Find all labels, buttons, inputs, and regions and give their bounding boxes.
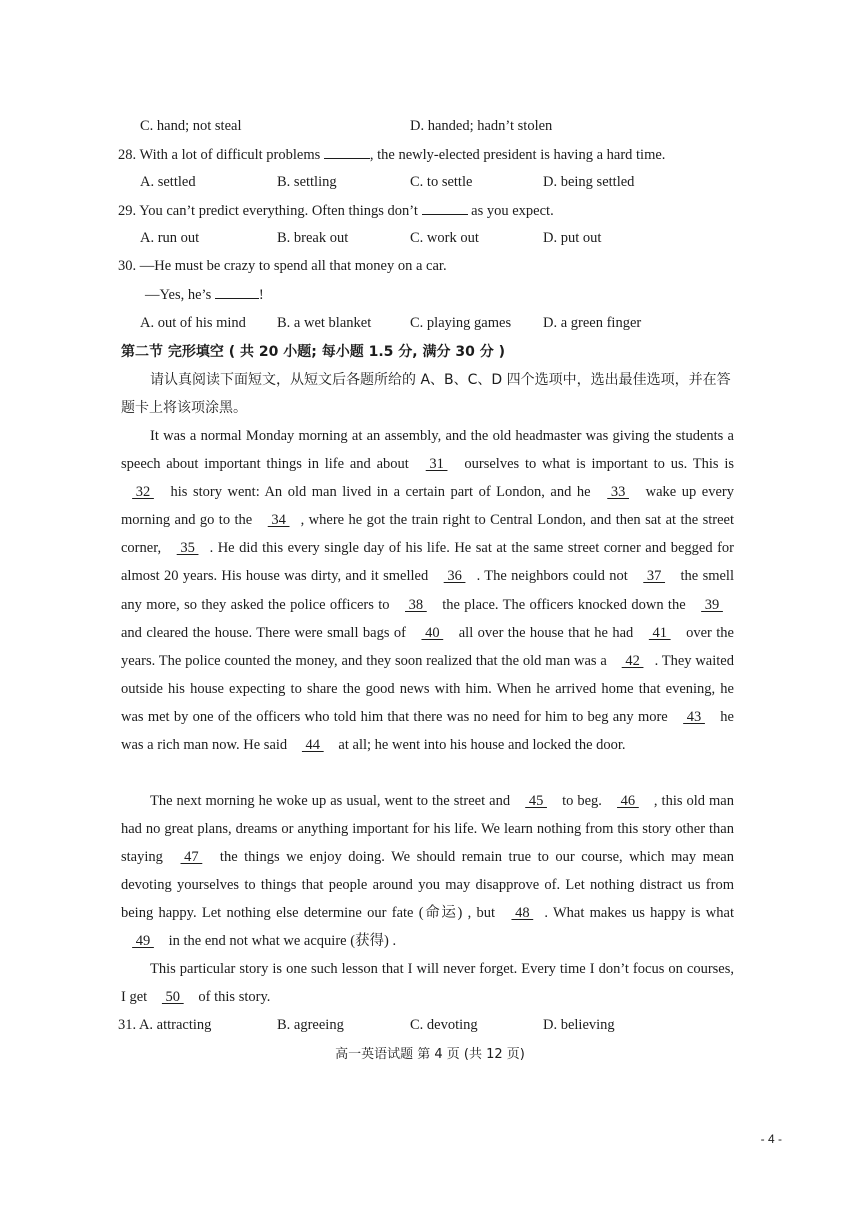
q28-stem-after: , the newly-elected president is having a hard time. [369, 147, 666, 163]
passage-text: in the end not what we acquire (获得) . [165, 933, 397, 950]
q29-option-c: C. work out [410, 230, 479, 246]
blank-42: 42 [621, 652, 644, 669]
q28-option-d: D. being settled [543, 174, 635, 190]
passage-paragraph-1 [121, 422, 734, 759]
blank-44: 44 [301, 737, 324, 754]
q31-option-c: C. devoting [410, 1017, 478, 1033]
q29-stem [118, 201, 554, 220]
passage-text: the smell any more, so they asked the police officers to [121, 568, 734, 613]
passage-text: wake up every morning and go to the [121, 484, 734, 529]
blank-41: 41 [648, 624, 671, 641]
passage-text: over the years. The police counted the money, and they soon realized that the old man was a [121, 624, 734, 669]
q28-option-c: C. to settle [410, 174, 473, 190]
blank-34: 34 [267, 512, 290, 529]
blank-32: 32 [132, 484, 154, 501]
q29-option-b: B. break out [277, 230, 349, 246]
blank-37: 37 [643, 568, 666, 585]
passage-text: ourselves to what is important to us. This is [458, 456, 734, 473]
blank-43: 43 [683, 708, 705, 725]
q29-blank [422, 201, 468, 215]
passage-text: at all; he went into his house and locked the door. [334, 737, 626, 754]
q30-option-a: A. out of his mind [140, 315, 246, 331]
q30-line1: 30. —He must be crazy to spend all that money on a car. [118, 258, 447, 274]
section-instruction: 请认真阅读下面短文，从短文后各题所给的 A、B、C、D 四个选项中，选出最佳选项，并在答题卡上将该项涂黑。 [121, 372, 731, 416]
q29-stem-after: as you expect. [471, 203, 554, 219]
q30-line2-after: ! [258, 287, 264, 303]
passage-text: the things we enjoy doing. We should remain true to our course, which may mean devoting yourselves to things that people around you may disapprove of. Let nothing distract us from being happy. Let nothing else determine our fate (命运) , but [121, 849, 734, 922]
page-number: - 4 - [760, 1132, 782, 1146]
blank-48: 48 [511, 905, 534, 922]
passage-text: to beg. [558, 793, 606, 809]
blank-35: 35 [176, 540, 199, 557]
blank-46: 46 [617, 793, 639, 809]
passage-text: . He did this every single day of his life. He sat at the same street corner and begged for almost 20 years. His house was dirty, and it smelled [121, 540, 734, 585]
blank-49: 49 [132, 933, 154, 950]
blank-40: 40 [421, 624, 444, 641]
blank-38: 38 [405, 596, 427, 613]
q30-option-b: B. a wet blanket [277, 315, 372, 331]
blank-39: 39 [701, 596, 723, 613]
passage-paragraph-2 [121, 787, 734, 956]
passage-text: . They waited outside his house expecting to share the good news with him. When he arrived home that evening, he was met by one of the officers who told him that there was no need for him to beg any more [121, 652, 734, 725]
passage-text: of this story. [194, 989, 271, 1006]
blank-33: 33 [607, 484, 629, 501]
q27-option-d: D. handed; hadn’t stolen [410, 118, 553, 134]
q30-option-c: C. playing games [410, 315, 512, 331]
q30-line2-before: —Yes, he’s [145, 287, 212, 303]
passage-text: , where he got the train right to Central London, and then sat at the street corner, [121, 512, 734, 557]
q28-option-b: B. settling [277, 174, 337, 190]
q28-stem-before: 28. With a lot of difficult problems [118, 147, 321, 163]
q31-option-b: B. agreeing [277, 1017, 344, 1033]
q30-option-d: D. a green finger [543, 315, 642, 331]
q29-option-d: D. put out [543, 230, 602, 246]
passage-text: The next morning he woke up as usual, went to the street and [150, 793, 515, 809]
q27-option-c: C. hand; not steal [140, 118, 242, 134]
passage-text: . The neighbors could not [476, 568, 633, 585]
blank-50: 50 [161, 989, 184, 1006]
passage-text: It was a normal Monday morning at an assembly, and the old headmaster was giving the students a speech about important things in life and about [121, 428, 734, 473]
blank-45: 45 [525, 793, 547, 809]
passage-text: all over the house that he had [454, 624, 638, 641]
q30-blank [215, 285, 259, 299]
q28-stem [118, 145, 665, 164]
passage-text: the place. The officers knocked down the [437, 596, 691, 613]
passage-text: , this old man had no great plans, dreams or anything important for his life. We learn nothing from this story other than staying [121, 793, 734, 866]
q28-blank [324, 145, 370, 159]
q31-option-a: 31. A. attracting [118, 1017, 212, 1033]
q29-stem-before: 29. You can’t predict everything. Often things don’t [118, 203, 418, 219]
passage-paragraph-3 [121, 955, 734, 1011]
blank-47: 47 [180, 849, 203, 866]
section-title: 第二节 完形填空 ( 共 20 小题; 每小题 1.5 分, 满分 30 分 ) [121, 344, 505, 360]
passage-text: and cleared the house. There were small bags of [121, 624, 411, 641]
q29-option-a: A. run out [140, 230, 200, 246]
passage-text: . What makes us happy is what [544, 905, 734, 922]
passage-text: he was a rich man now. He said [121, 708, 734, 754]
blank-36: 36 [443, 568, 466, 585]
passage-text: This particular story is one such lesson that I will never forget. Every time I don’t focus on courses, I get [121, 961, 734, 1006]
q31-option-d: D. believing [543, 1017, 615, 1033]
page-footer: 高一英语试题 第 4 页 (共 12 页) [335, 1047, 525, 1062]
passage-text: his story went: An old man lived in a certain part of London, and he [165, 484, 597, 501]
blank-31: 31 [425, 456, 448, 473]
q30-line2 [145, 285, 264, 304]
q28-option-a: A. settled [140, 174, 196, 190]
